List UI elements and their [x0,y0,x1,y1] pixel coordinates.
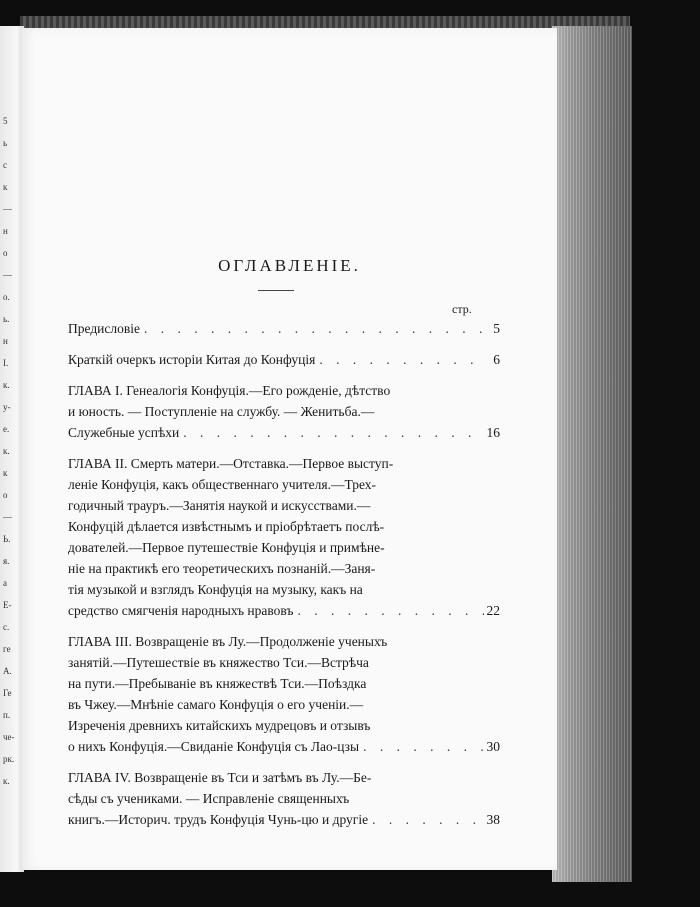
toc-entry-line: и юность. — Поступленіе на службу. — Женитьба.— [68,404,375,419]
left-page-fragment: н [3,336,8,346]
left-page-fragment: А. [3,666,12,676]
left-page-fragment: у- [3,402,11,412]
left-page-fragment: к. [3,380,10,390]
toc-entry-line: ГЛАВА І. Генеалогія Конфуція.—Его рожденіе, дѣтство [68,383,391,398]
left-page-edge [0,26,24,872]
left-page-fragment: е. [3,424,10,434]
toc-entry-line: ГЛАВА IV. Возвращеніе въ Тси и затѣмъ въ Лу.—Бе- [68,770,372,785]
toc-entry [68,767,500,830]
left-page-fragment: я. [3,556,10,566]
left-page-fragment: Ь. [3,534,11,544]
left-page-fragment: — [3,204,12,214]
toc-entry [68,349,500,370]
toc-entry [68,453,500,621]
toc-entry-line: на пути.—Пребываніе въ княжествѣ Тси.—Поѣздка [68,676,367,691]
toc-page-number: 38 [486,812,500,827]
left-page-fragment: — [3,270,12,280]
dot-leader [319,349,484,370]
toc-entry-line: Конфуцій дѣлается извѣстнымъ и пріобрѣтаетъ послѣ- [68,519,385,534]
toc-entry-line: въ Чжеу.—Мнѣніе самаго Конфуція о его ученіи.— [68,697,364,712]
left-page-fragment: 5 [3,116,8,126]
toc-entry-line: средство смягченія народныхъ нравовъ [68,603,294,618]
left-page-fragment: п. [3,710,11,720]
toc-entry [68,380,500,443]
left-page-fragment: к. [3,776,10,786]
dot-leader [363,736,484,757]
toc-entry [68,318,500,339]
left-page-fragment: с [3,160,7,170]
toc-entry-line: о нихъ Конфуція.—Свиданіе Конфуція съ Лао-цзы [68,739,360,754]
left-page-fragment: н [3,226,8,236]
toc-page-number: 22 [486,603,500,618]
left-page-fragment: о [3,490,8,500]
toc-entry [68,631,500,757]
left-page-fragment: о. [3,292,10,302]
dot-leader [372,809,484,830]
left-page-fragment: к. [3,446,10,456]
left-page-fragment: с. [3,622,10,632]
toc-entry-line: годичный трауръ.—Занятія наукой и искусствами.— [68,498,371,513]
left-page-fragment: о [3,248,8,258]
dot-leader [183,422,484,443]
left-page-fragment: ь [3,138,8,148]
toc-entry-line: Краткій очеркъ исторіи Китая до Конфуція [68,352,316,367]
page-column-label: стр. [452,302,472,316]
book-page-edges [552,26,632,882]
left-page-fragment: ге [3,644,11,654]
dot-leader [144,318,484,339]
page-title: ОГЛАВЛЕНІЕ. [218,256,361,275]
toc-entry-line: Служебные успѣхи [68,425,180,440]
toc-entry-line: ніе на практикѣ его теоретическихъ познаній.—Заня- [68,561,376,576]
toc-entry-line: дователей.—Первое путешествіе Конфуція и примѣне- [68,540,385,555]
book-page [22,28,557,870]
toc-entry-line: сѣды съ учениками. — Исправленіе священныхъ [68,791,350,806]
left-page-fragment: рк. [3,754,15,764]
toc-page-number: 5 [493,321,500,336]
left-page-fragment: к [3,182,8,192]
left-page-fragment: Ге [3,688,12,698]
toc-entry-line: Изреченія древнихъ китайскихъ мудрецовъ и отзывъ [68,718,371,733]
left-page-fragment: че- [3,732,15,742]
toc-entry-line: ГЛАВА III. Возвращеніе въ Лу.—Продолженіе ученыхъ [68,634,388,649]
left-page-fragment: — [3,512,12,522]
toc-entry-line: леніе Конфуція, какъ общественнаго учителя.—Трех- [68,477,377,492]
dot-leader [297,600,484,621]
left-page-fragment: а [3,578,7,588]
left-page-fragment: Е- [3,600,12,610]
toc-entry-line: занятій.—Путешествіе въ княжество Тси.—Встрѣча [68,655,369,670]
toc-page-number: 6 [493,352,500,367]
toc-entry-line: тія музыкой и взглядъ Конфуція на музыку, какъ на [68,582,363,597]
toc-entry-line: Предисловіе [68,321,141,336]
toc-page-number: 16 [486,425,500,440]
toc-entry-line: ГЛАВА II. Смерть матери.—Отставка.—Первое выступ- [68,456,394,471]
left-page-fragment: ь. [3,314,10,324]
left-page-fragment: к [3,468,8,478]
toc-entry-line: книгъ.—Историч. трудъ Конфуція Чунь-цю и другіе [68,812,369,827]
table-of-contents [68,318,500,840]
title-rule [258,290,294,291]
left-page-fragment: I. [3,358,9,368]
toc-page-number: 30 [486,739,500,754]
